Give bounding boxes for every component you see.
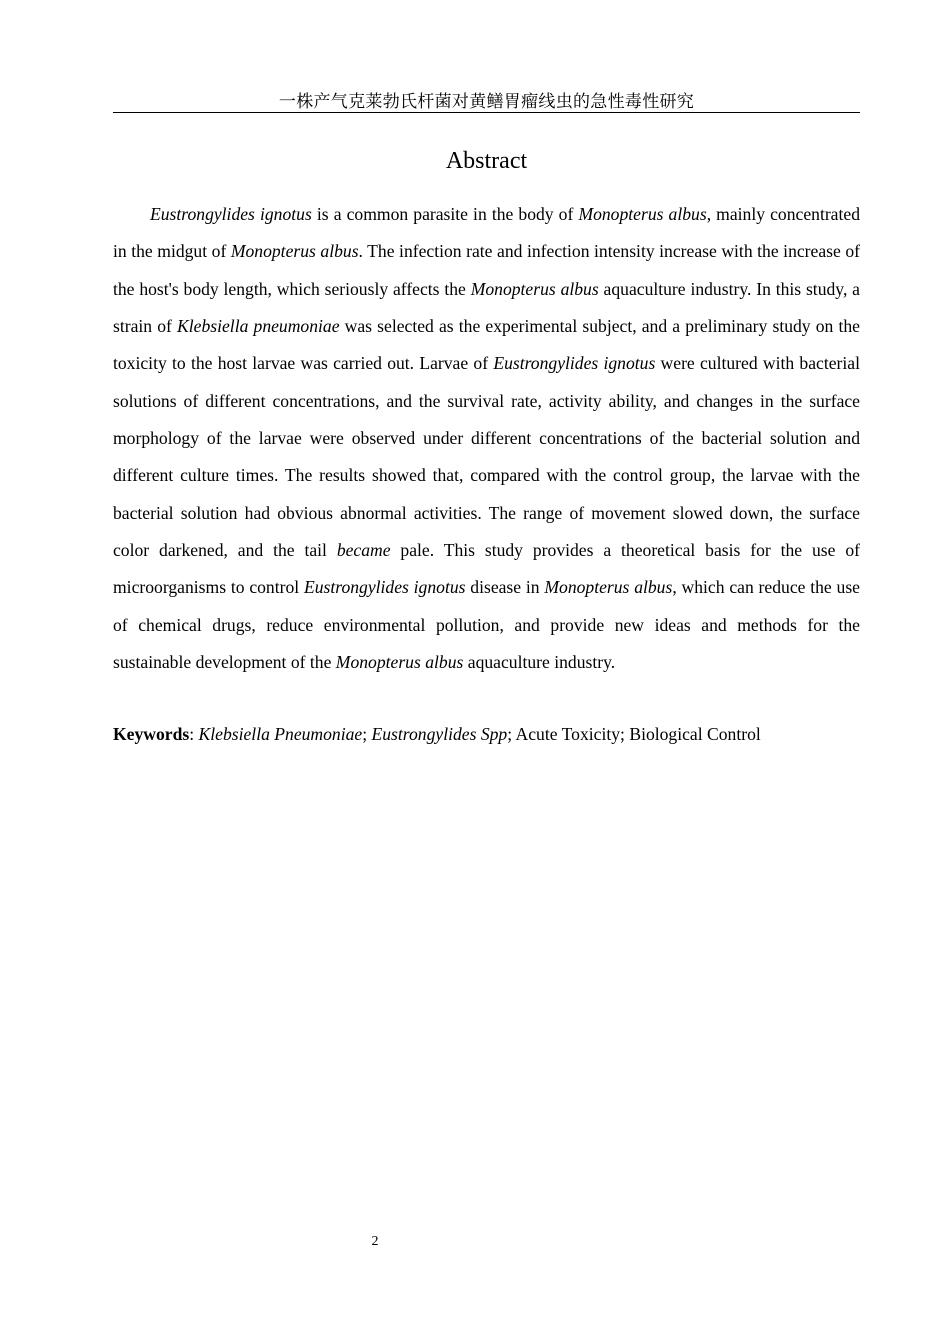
keyword-item: Klebsiella Pneumoniae [198, 724, 363, 744]
abstract-text: , mainly concentrated in the midgut of [113, 204, 860, 262]
species-name: Monopterus albus [335, 652, 464, 673]
abstract-body [113, 196, 860, 681]
running-header: 一株产气克莱勃氏杆菌对黄鳝胃瘤线虫的急性毒性研究 [113, 92, 860, 113]
abstract-text: pale. This study provides a theoretical basis for the use of microorganisms to control [113, 540, 860, 598]
keywords-line [113, 716, 860, 753]
species-name: Monopterus albus [230, 241, 359, 262]
species-name: Monopterus albus [544, 577, 673, 598]
keywords-label: Keywords [113, 724, 190, 744]
abstract-text: aquaculture industry. [463, 652, 616, 673]
species-name: Monopterus albus [470, 278, 599, 299]
abstract-text: were cultured with bacterial solutions of different concentrations, and the survival rate, activity ability, and changes in the surface morphology of the larvae were observed under different concentrations of the bacterial solution and different culture times. The results showed that, compared with the control group, the larvae with the bacterial solution had obvious abnormal activities. The range of movement slowed down, the surface color darkened, and the tail [113, 353, 860, 561]
italic-word: became [336, 540, 391, 561]
abstract-text: was selected as the experimental subject, and a preliminary study on the toxicity to the host larvae was carried out. Larvae of [113, 316, 860, 374]
species-name: Monopterus albus [578, 204, 707, 224]
species-name: Klebsiella pneumoniae [177, 316, 340, 337]
species-name: Eustrongylides ignotus [303, 577, 466, 598]
keyword-item: Biological Control [629, 724, 761, 744]
abstract-text: aquaculture industry. In this study, a strain of [113, 278, 860, 337]
keyword-separator: ; [507, 724, 516, 744]
abstract-text: , which can reduce the use of chemical drugs, reduce environmental pollution, and provide new ideas and methods for the sustainable development of the [113, 577, 860, 673]
abstract-text: . The infection rate and infection intensity increase with the increase of the host's body length, which seriously affects the [113, 241, 860, 299]
page-number: 2 [371, 1234, 379, 1249]
keyword-separator: ; [620, 724, 630, 744]
keyword-separator: ; [362, 724, 372, 744]
abstract-text: disease in [465, 577, 545, 598]
keywords-colon: : [189, 724, 199, 744]
species-name: Eustrongylides ignotus [150, 204, 312, 224]
keyword-item: Acute Toxicity [515, 724, 621, 744]
abstract-text: is a common parasite in the body of [311, 204, 579, 224]
keyword-item: Eustrongylides Spp [371, 724, 508, 744]
species-name: Eustrongylides ignotus [493, 353, 656, 374]
abstract-heading: Abstract [445, 148, 528, 174]
